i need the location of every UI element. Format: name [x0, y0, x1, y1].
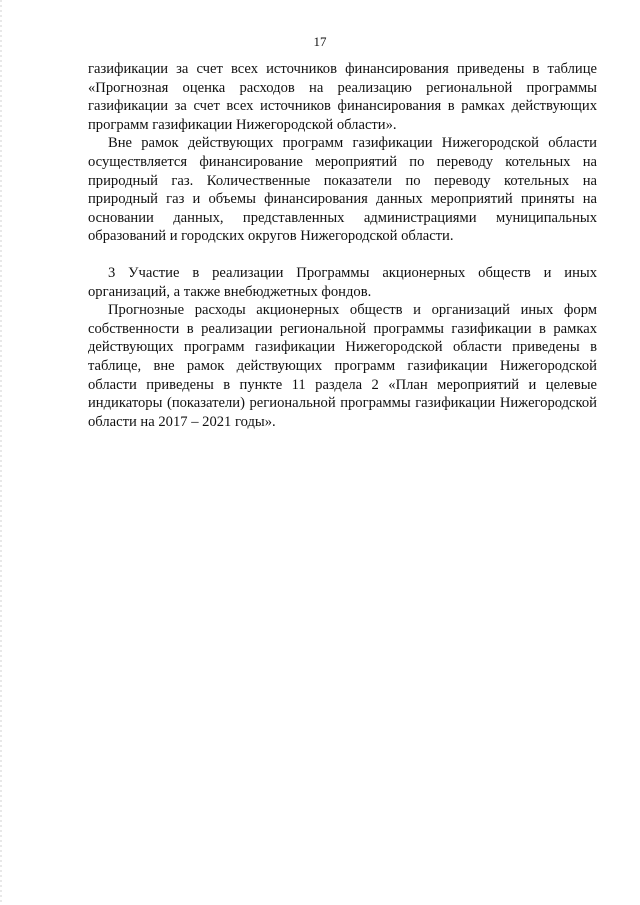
paragraph-boiler-financing: Вне рамок действующих программ газификации Нижегородской области осуществляется финансирование мероприятий по переводу котельных на природный газ. Количественные показатели по переводу котельных на природный газ и объемы финансирования данных мероприятий приняты на основании данных, представленных администрациями муниципальных образований и городских округов Нижегородской области.: [88, 135, 597, 245]
scan-edge-artifact: [0, 0, 2, 905]
paragraph-forecast-expenses: Прогнозные расходы акционерных обществ и организаций иных форм собственности в реализации региональной программы газификации в рамках действующих программ газификации Нижегородской области приведены в таблице, вне рамок действующих программ газификации Нижегородской области приведены в пункте 11 раздела 2 «План мероприятий и целевые индикаторы (показатели) региональной программы газификации Нижегородской области на 2017 – 2021 годы».: [88, 302, 597, 430]
page-number: 17: [313, 34, 327, 49]
section-heading-participation: 3 Участие в реализации Программы акционерных обществ и иных организаций, а также внебюджетных фондов.: [88, 264, 597, 300]
paragraph-continuation: газификации за счет всех источников финансирования приведены в таблице «Прогнозная оценка расходов на реализацию региональной программы газификации за счет всех источников финансирования в рамках действующих программ газификации Нижегородской области».: [88, 61, 597, 133]
document-body: [88, 60, 597, 431]
